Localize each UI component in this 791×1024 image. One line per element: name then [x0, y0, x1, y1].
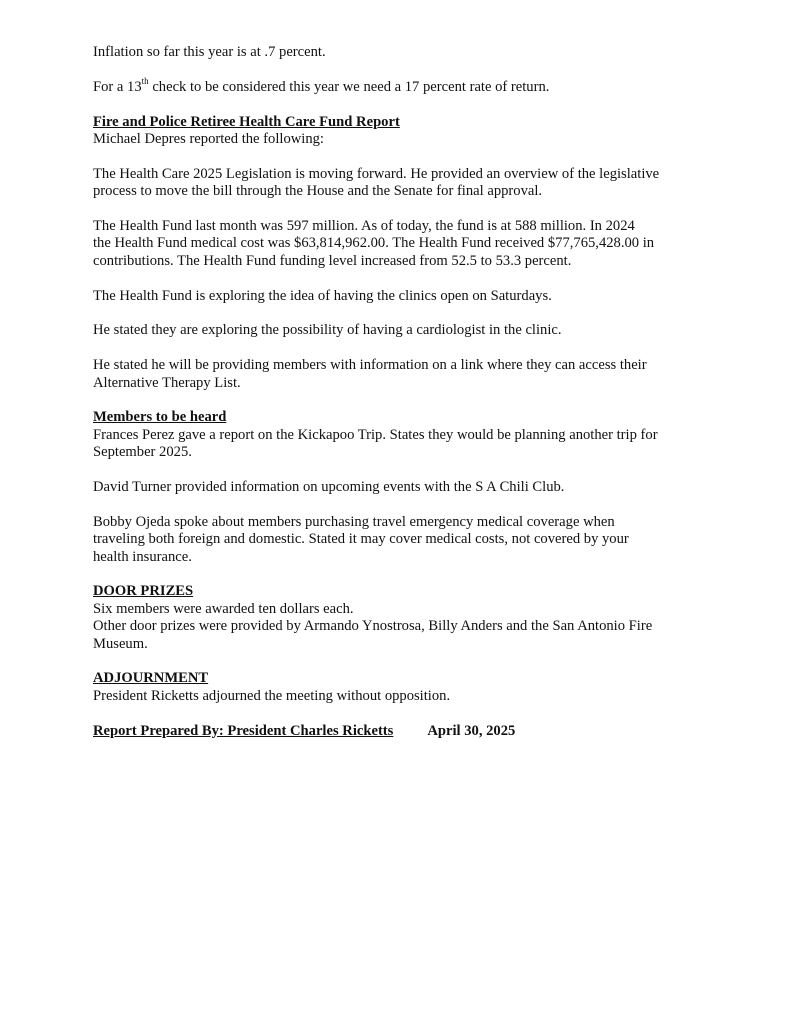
check-text-superscript: th: [141, 75, 149, 86]
legislation-line-1: The Health Care 2025 Legislation is moving forward. He provided an overview of the legislative: [93, 165, 660, 182]
fund-figures-paragraph: [93, 218, 713, 270]
door-prizes-line-2: Other door prizes were provided by Armando Ynostrosa, Billy Anders and the San Antonio Fire: [93, 618, 653, 635]
legislation-paragraph: [93, 166, 713, 201]
travel-coverage-paragraph: [93, 514, 713, 566]
travel-coverage-line-2: traveling both foreign and domestic. Stated it may cover medical costs, not covered by your: [93, 531, 629, 548]
kickapoo-line-1: Frances Perez gave a report on the Kickapoo Trip. States they would be planning another trip for: [93, 426, 658, 443]
adjournment-heading: ADJOURNMENT: [93, 670, 209, 687]
report-prepared-by: Report Prepared By: President Charles Ricketts: [93, 722, 394, 739]
therapy-list-line-2: Alternative Therapy List.: [93, 374, 241, 391]
therapy-list-line-1: He stated he will be providing members with information on a link where they can access their: [93, 357, 647, 374]
report-prepared-line: [93, 723, 713, 740]
report-date: April 30, 2025: [427, 722, 516, 739]
members-heading: Members to be heard: [93, 409, 227, 426]
legislation-line-2: process to move the bill through the House and the Senate for final approval.: [93, 183, 543, 200]
health-fund-heading: Fire and Police Retiree Health Care Fund Report: [93, 113, 400, 130]
adjournment-text: President Ricketts adjourned the meeting without opposition.: [93, 687, 451, 704]
cardiologist-text: He stated they are exploring the possibility of having a cardiologist in the clinic.: [93, 322, 562, 339]
fund-figures-line-2: the Health Fund medical cost was $63,814,962.00. The Health Fund received $77,765,428.00 in: [93, 235, 655, 252]
clinics-saturday-text: The Health Fund is exploring the idea of having the clinics open on Saturdays.: [93, 287, 552, 304]
door-prizes-line-1: Six members were awarded ten dollars each.: [93, 600, 354, 617]
kickapoo-line-2: September 2025.: [93, 444, 192, 461]
door-prizes-heading: DOOR PRIZES: [93, 583, 194, 600]
inflation-text: Inflation so far this year is at .7 percent.: [93, 44, 326, 60]
travel-coverage-line-3: health insurance.: [93, 548, 192, 565]
document-page: [93, 44, 713, 740]
health-fund-reported-by: Michael Depres reported the following:: [93, 131, 324, 147]
chili-club-text: David Turner provided information on upcoming events with the S A Chili Club.: [93, 479, 565, 496]
door-prizes-line-3: Museum.: [93, 635, 148, 652]
therapy-list-paragraph: [93, 357, 713, 392]
check-text-before: For a 13: [93, 78, 142, 95]
check-text-after: check to be considered this year we need a 17 percent rate of return.: [148, 78, 550, 95]
travel-coverage-line-1: Bobby Ojeda spoke about members purchasing travel emergency medical coverage when: [93, 513, 615, 530]
kickapoo-trip-paragraph: [93, 427, 713, 462]
thirteenth-check-text: [93, 75, 713, 96]
fund-figures-line-3: contributions. The Health Fund funding level increased from 52.5 to 53.3 percent.: [93, 252, 572, 269]
fund-figures-line-1: The Health Fund last month was 597 million. As of today, the fund is at 588 million. In 2024: [93, 218, 635, 234]
